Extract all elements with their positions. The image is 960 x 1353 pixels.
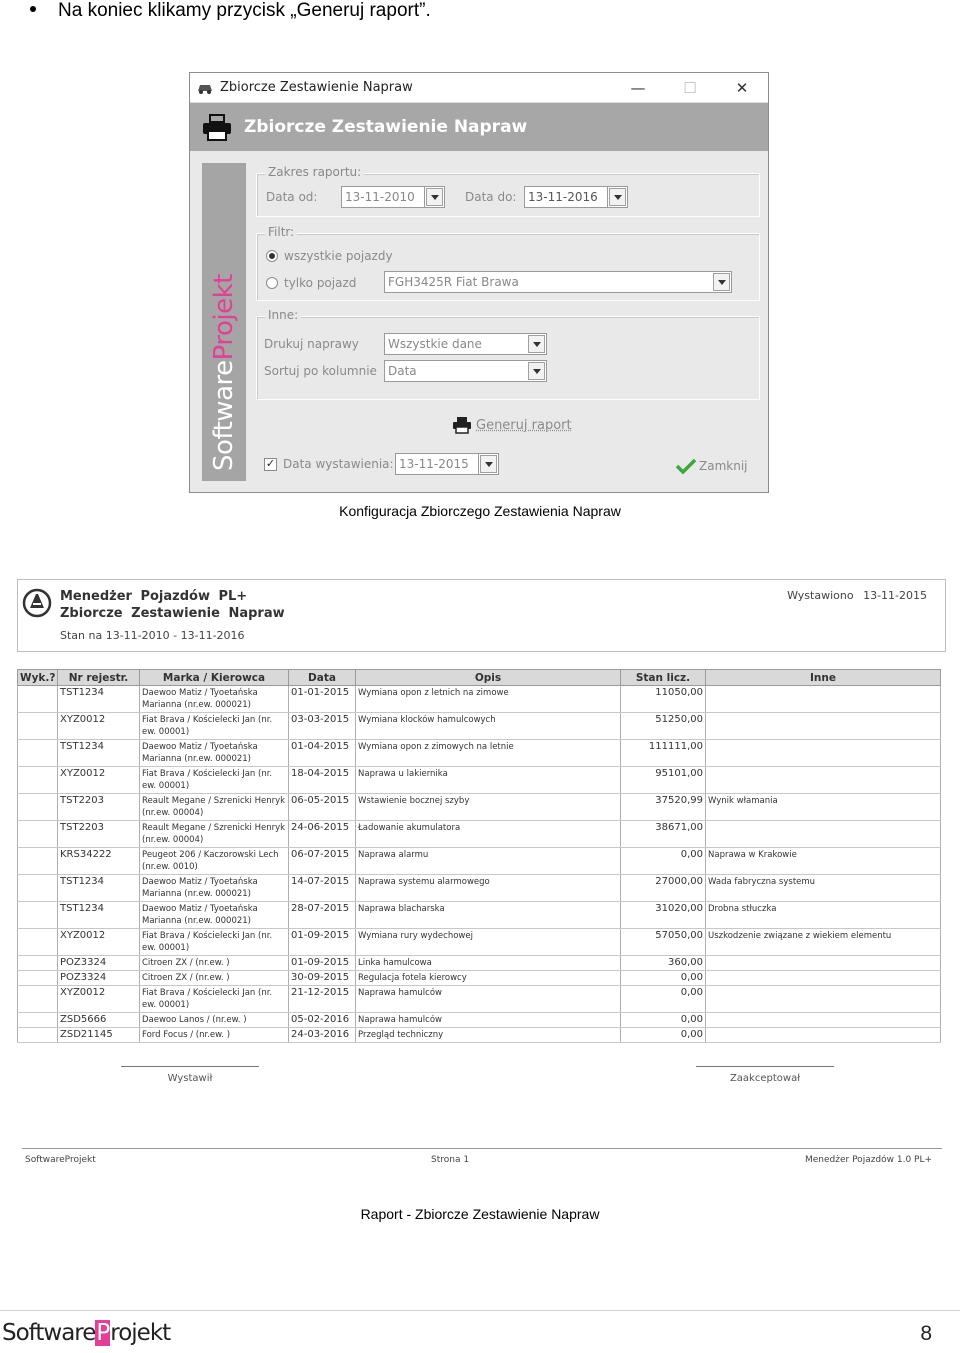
sidebar-brand-b: Projekt <box>209 274 239 361</box>
intro-text: Na koniec klikamy przycisk „Generuj raport”. <box>58 0 431 21</box>
table-cell: 11050,00 <box>621 686 706 713</box>
table-cell: Wymiana opon z letnich na zimowe <box>356 686 621 713</box>
table-cell: 06-07-2015 <box>289 848 356 875</box>
table-cell: 06-05-2015 <box>289 794 356 821</box>
table-cell: Wynik włamania <box>706 794 941 821</box>
table-cell <box>706 767 941 794</box>
table-cell: Naprawa w Krakowie <box>706 848 941 875</box>
print-repairs-select[interactable] <box>384 333 547 355</box>
report-title <box>60 588 285 622</box>
table-cell: Fiat Brava / Kościelecki Jan (nr. ew. 00001) <box>140 767 289 794</box>
table-cell: TST2203 <box>58 794 140 821</box>
table-cell <box>18 929 58 956</box>
table-cell: 360,00 <box>621 956 706 971</box>
range-legend: Zakres raportu: <box>265 165 364 179</box>
brand-text-b: rojekt <box>110 1320 171 1346</box>
table-row <box>18 848 941 875</box>
table-cell: TST1234 <box>58 686 140 713</box>
table-cell: Wymiana opon z zimowych na letnie <box>356 740 621 767</box>
table-cell <box>18 1013 58 1028</box>
table-row <box>18 986 941 1013</box>
table-cell: TST1234 <box>58 740 140 767</box>
column-header: Stan licz. <box>621 670 706 686</box>
maximize-icon[interactable]: ☐ <box>683 78 697 97</box>
generate-report-button[interactable] <box>452 416 572 434</box>
chevron-down-icon <box>528 362 545 380</box>
table-cell: 0,00 <box>621 986 706 1013</box>
report-footer-right: Menedżer Pojazdów 1.0 PL+ <box>805 1155 933 1165</box>
vehicle-select[interactable] <box>384 271 732 293</box>
report-issued: Wystawiono 13-11-2015 <box>787 589 927 602</box>
table-cell: 28-07-2015 <box>289 902 356 929</box>
column-header: Data <box>289 670 356 686</box>
close-button[interactable] <box>676 458 748 474</box>
table-cell <box>18 971 58 986</box>
all-vehicles-label: wszystkie pojazdy <box>284 249 393 263</box>
column-header: Nr rejestr. <box>58 670 140 686</box>
table-cell: 03-03-2015 <box>289 713 356 740</box>
print-repairs-label: Drukuj naprawy <box>264 337 359 351</box>
table-row <box>18 875 941 902</box>
table-cell: XYZ0012 <box>58 713 140 740</box>
table-cell: 57050,00 <box>621 929 706 956</box>
table-cell: TST1234 <box>58 875 140 902</box>
single-vehicle-label: tylko pojazd <box>284 276 357 290</box>
table-cell <box>706 971 941 986</box>
table-cell: 111111,00 <box>621 740 706 767</box>
table-cell: XYZ0012 <box>58 986 140 1013</box>
table-cell <box>18 713 58 740</box>
checkmark-icon <box>676 458 696 474</box>
table-cell <box>706 1013 941 1028</box>
table-cell <box>18 848 58 875</box>
page-number: 8 <box>920 1322 932 1345</box>
table-cell: Przegląd techniczny <box>356 1028 621 1043</box>
table-cell: TST2203 <box>58 821 140 848</box>
chevron-down-icon <box>426 188 443 206</box>
printer-icon <box>202 113 232 141</box>
report-header <box>17 579 946 652</box>
table-cell <box>18 740 58 767</box>
to-date-field[interactable] <box>524 186 608 208</box>
caption-config: Konfiguracja Zbiorczego Zestawienia Napraw <box>339 503 621 519</box>
table-cell <box>18 686 58 713</box>
dialog-header <box>190 103 768 151</box>
header-title: Zbiorcze Zestawienie Napraw <box>244 117 528 137</box>
table-cell: Daewoo Matiz / Tyoetańska Marianna (nr.ew. 000021) <box>140 875 289 902</box>
table-cell: 31020,00 <box>621 902 706 929</box>
table-cell <box>18 875 58 902</box>
company-logo-icon <box>22 588 52 618</box>
table-cell: Wymiana klocków hamulcowych <box>356 713 621 740</box>
table-cell: Daewoo Matiz / Tyoetańska Marianna (nr.ew. 000021) <box>140 740 289 767</box>
table-row <box>18 686 941 713</box>
sign-line <box>121 1066 259 1067</box>
column-header: Inne <box>706 670 941 686</box>
table-cell: 95101,00 <box>621 767 706 794</box>
table-row <box>18 794 941 821</box>
sign-accepted-label: Zaakceptował <box>729 1073 801 1084</box>
table-cell: 0,00 <box>621 1028 706 1043</box>
from-label: Data od: <box>266 190 318 204</box>
table-cell: 38671,00 <box>621 821 706 848</box>
close-window-icon[interactable]: ✕ <box>735 78 749 97</box>
sign-issued <box>120 1066 260 1084</box>
brand-text-p: P <box>96 1320 110 1346</box>
table-cell: 27000,00 <box>621 875 706 902</box>
table-cell <box>706 740 941 767</box>
table-cell <box>706 1028 941 1043</box>
table-body <box>18 686 941 1043</box>
table-cell <box>18 902 58 929</box>
table-cell: Fiat Brava / Kościelecki Jan (nr. ew. 00001) <box>140 986 289 1013</box>
column-header: Opis <box>356 670 621 686</box>
from-date-field[interactable] <box>341 186 425 208</box>
table-cell: POZ3324 <box>58 956 140 971</box>
table-cell: 05-02-2016 <box>289 1013 356 1028</box>
other-group <box>256 308 760 400</box>
table-cell: Wstawienie bocznej szyby <box>356 794 621 821</box>
sign-line <box>696 1066 834 1067</box>
table-cell: Naprawa alarmu <box>356 848 621 875</box>
table-cell <box>706 986 941 1013</box>
table-cell: Daewoo Matiz / Tyoetańska Marianna (nr.ew. 000021) <box>140 902 289 929</box>
table-cell: 01-09-2015 <box>289 929 356 956</box>
column-header: Wyk.? <box>18 670 58 686</box>
table-cell <box>18 986 58 1013</box>
sidebar-brand-a: Software <box>209 360 239 471</box>
table-cell: 24-03-2016 <box>289 1028 356 1043</box>
print-repairs-value: Wszystkie dane <box>388 337 482 351</box>
issue-date-label: Data wystawienia: <box>283 457 394 471</box>
table-row <box>18 767 941 794</box>
from-date-value: 13-11-2010 <box>345 190 415 204</box>
table-cell: XYZ0012 <box>58 767 140 794</box>
page-footer-divider <box>0 1310 960 1311</box>
table-cell: 01-01-2015 <box>289 686 356 713</box>
table-cell: Drobna stłuczka <box>706 902 941 929</box>
table-cell: Fiat Brava / Kościelecki Jan (nr. ew. 00001) <box>140 929 289 956</box>
chevron-down-icon <box>528 335 545 353</box>
table-cell: Naprawa systemu alarmowego <box>356 875 621 902</box>
chevron-down-icon <box>713 273 730 291</box>
table-cell: Citroen ZX / (nr.ew. ) <box>140 956 289 971</box>
window-title: Zbiorcze Zestawienie Napraw <box>220 80 413 95</box>
report-title-line2: Zbiorcze Zestawienie Napraw <box>60 606 285 621</box>
filter-legend: Filtr: <box>265 225 297 239</box>
caption-report: Raport - Zbiorcze Zestawienie Napraw <box>360 1206 600 1222</box>
table-cell <box>706 686 941 713</box>
issue-date-checkbox[interactable]: ✓ <box>265 458 276 470</box>
table-cell: 51250,00 <box>621 713 706 740</box>
table-row <box>18 821 941 848</box>
table-header-row <box>18 670 941 686</box>
table-cell: XYZ0012 <box>58 929 140 956</box>
table-cell: Reault Megane / Szrenicki Henryk (nr.ew. 00004) <box>140 794 289 821</box>
table-cell: 24-06-2015 <box>289 821 356 848</box>
table-cell: 30-09-2015 <box>289 971 356 986</box>
table-cell: 14-07-2015 <box>289 875 356 902</box>
table-cell: 0,00 <box>621 1013 706 1028</box>
minimize-icon[interactable]: — <box>630 78 646 97</box>
table-cell: Naprawa blacharska <box>356 902 621 929</box>
table-cell: 0,00 <box>621 848 706 875</box>
issue-date-dropdown[interactable] <box>478 453 499 475</box>
sort-column-label: Sortuj po kolumnie <box>264 364 377 378</box>
table-cell <box>18 821 58 848</box>
table-cell: Citroen ZX / (nr.ew. ) <box>140 971 289 986</box>
to-date-dropdown[interactable] <box>607 186 628 208</box>
report-footer-left: SoftwareProjekt <box>25 1155 96 1165</box>
table-cell: 18-04-2015 <box>289 767 356 794</box>
table-row <box>18 971 941 986</box>
table-row <box>18 956 941 971</box>
table-cell: Naprawa hamulców <box>356 986 621 1013</box>
report-footer-page: Strona 1 <box>431 1155 470 1165</box>
table-cell: ZSD5666 <box>58 1013 140 1028</box>
table-row <box>18 713 941 740</box>
vehicle-select-value: FGH3425R Fiat Brawa <box>388 275 519 289</box>
printer-icon <box>452 416 472 434</box>
all-vehicles-radio[interactable] <box>266 250 278 262</box>
sign-accepted <box>695 1066 835 1084</box>
from-date-dropdown[interactable] <box>424 186 445 208</box>
table-cell: 01-09-2015 <box>289 956 356 971</box>
table-cell: TST1234 <box>58 902 140 929</box>
table-cell: Naprawa hamulców <box>356 1013 621 1028</box>
table-cell: Uszkodzenie związane z wiekiem elementu <box>706 929 941 956</box>
table-cell: ZSD21145 <box>58 1028 140 1043</box>
issue-date-value: 13-11-2015 <box>399 457 469 471</box>
table-cell: Fiat Brava / Kościelecki Jan (nr. ew. 00001) <box>140 713 289 740</box>
table-cell <box>706 821 941 848</box>
table-row <box>18 740 941 767</box>
page-brand-logo <box>2 1320 170 1346</box>
issue-date-field[interactable] <box>395 453 479 475</box>
report-config-dialog <box>189 72 769 493</box>
table-cell: Regulacja fotela kierowcy <box>356 971 621 986</box>
table-cell: 21-12-2015 <box>289 986 356 1013</box>
table-row <box>18 1013 941 1028</box>
table-cell <box>18 956 58 971</box>
report-title-line1: Menedżer Pojazdów PL+ <box>60 589 248 604</box>
table-row <box>18 1028 941 1043</box>
other-legend: Inne: <box>265 308 301 322</box>
table-cell: Ładowanie akumulatora <box>356 821 621 848</box>
brand-sidebar <box>202 163 246 481</box>
report-footer-divider <box>22 1148 942 1149</box>
table-cell: Reault Megane / Szrenicki Henryk (nr.ew. 00004) <box>140 821 289 848</box>
sign-issued-label: Wystawił <box>167 1073 213 1084</box>
bullet-dot <box>30 6 36 12</box>
range-group <box>256 165 760 217</box>
table-cell: Wymiana rury wydechowej <box>356 929 621 956</box>
table-cell: Ford Focus / (nr.ew. ) <box>140 1028 289 1043</box>
filter-group <box>256 225 760 301</box>
single-vehicle-radio[interactable] <box>266 277 278 289</box>
table-cell: 01-04-2015 <box>289 740 356 767</box>
repairs-table <box>17 669 941 1043</box>
intro-bullet <box>30 0 431 22</box>
table-cell: 0,00 <box>621 971 706 986</box>
table-cell: Naprawa u lakiernika <box>356 767 621 794</box>
chevron-down-icon <box>480 455 497 473</box>
to-date-value: 13-11-2016 <box>528 190 598 204</box>
table-cell <box>18 1028 58 1043</box>
table-row <box>18 929 941 956</box>
to-label: Data do: <box>465 190 517 204</box>
table-cell <box>706 956 941 971</box>
table-cell <box>18 767 58 794</box>
table-cell: 37520,99 <box>621 794 706 821</box>
table-cell: KRS34222 <box>58 848 140 875</box>
chevron-down-icon <box>609 188 626 206</box>
table-cell <box>706 713 941 740</box>
table-cell: Wada fabryczna systemu <box>706 875 941 902</box>
table-cell: Linka hamulcowa <box>356 956 621 971</box>
window-titlebar <box>190 73 768 103</box>
sort-column-select[interactable] <box>384 360 547 382</box>
table-row <box>18 902 941 929</box>
sort-column-value: Data <box>388 364 417 378</box>
report-range: Stan na 13-11-2010 - 13-11-2016 <box>60 629 245 642</box>
table-cell: POZ3324 <box>58 971 140 986</box>
table-cell: Daewoo Lanos / (nr.ew. ) <box>140 1013 289 1028</box>
car-app-icon <box>196 80 214 96</box>
close-label: Zamknij <box>699 459 748 473</box>
sidebar-brand <box>209 274 239 471</box>
table-cell: Peugeot 206 / Kaczorowski Lech (nr.ew. 0010) <box>140 848 289 875</box>
column-header: Marka / Kierowca <box>140 670 289 686</box>
table-cell: Daewoo Matiz / Tyoetańska Marianna (nr.ew. 000021) <box>140 686 289 713</box>
brand-text-a: Software <box>2 1320 96 1346</box>
table-cell <box>18 794 58 821</box>
generate-report-label: Generuj raport <box>476 417 572 433</box>
